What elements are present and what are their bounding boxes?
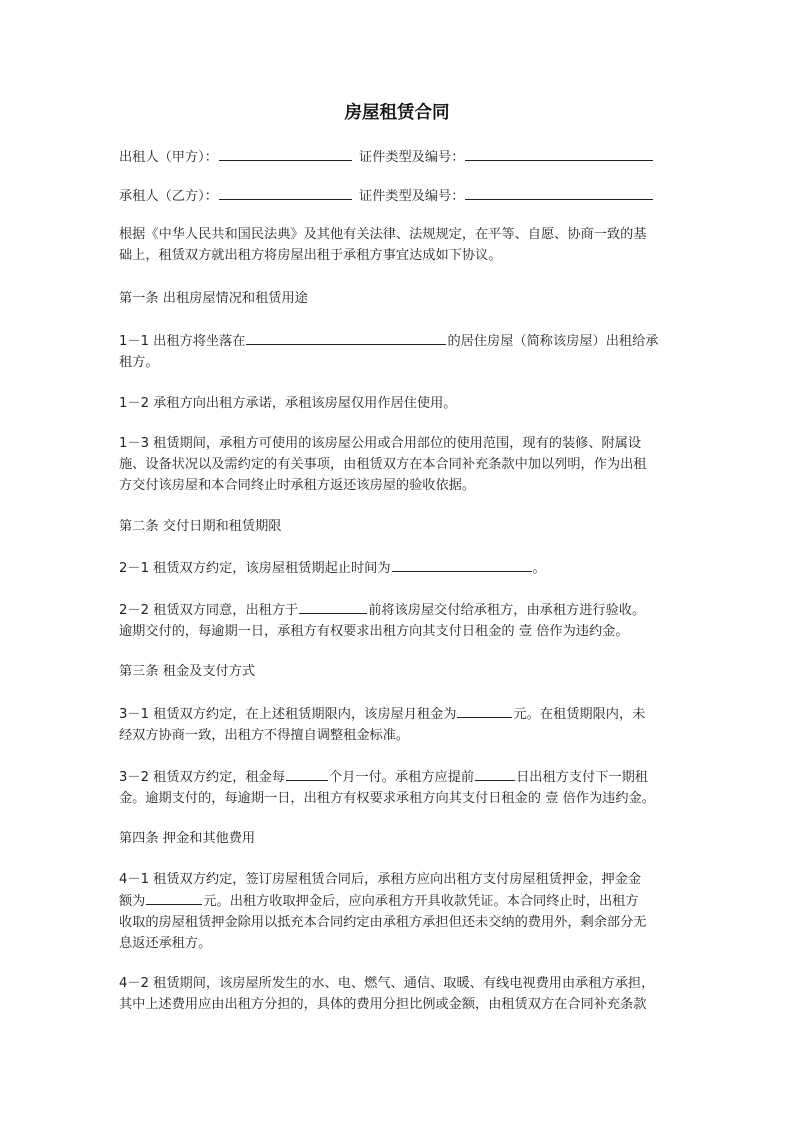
property-address-blank[interactable] — [246, 330, 446, 345]
lessor-row — [119, 146, 675, 167]
clause-2-1 — [119, 557, 675, 579]
clause-1-1-suffix: 的居住房屋（简称该房屋）出租给承 — [447, 334, 659, 349]
clause-4-2 — [119, 973, 675, 1015]
clause-3-2 — [119, 766, 675, 809]
clause-3-1-suffix: 元。在租赁期限内，未 — [513, 707, 646, 722]
clause-4-1-line: 收取的房屋租赁押金除用以抵充本合同约定由承租方承担但还未交纳的费用外，剩余部分无 — [119, 915, 647, 930]
clause-2-1-prefix: 2－1 租赁双方约定，该房屋租赁期起止时间为 — [119, 561, 391, 576]
article-2-heading: 第二条 交付日期和租赁期限 — [119, 519, 282, 534]
monthly-rent-blank[interactable] — [457, 703, 512, 718]
delivery-date-blank[interactable] — [299, 599, 367, 614]
clause-2-2-suffix: 前将该房屋交付给承租方，由承租方进行验收。 — [368, 603, 646, 618]
clause-4-2-line: 4－2 租赁期间，该房屋所发生的水、电、燃气、通信、取暖、有线电视费用由承租方承担， — [119, 976, 655, 991]
clause-4-1 — [119, 869, 675, 954]
clause-1-3 — [119, 433, 675, 496]
clause-4-1-suffix: 元。出租方收取押金后，应向承租方开具收款凭证。本合同终止时，出租方 — [203, 894, 639, 909]
lessee-id-blank[interactable] — [465, 185, 653, 200]
clause-4-1-prefix: 额为 — [119, 894, 146, 909]
lessee-id-label: 证件类型及编号： — [358, 189, 465, 204]
intro-line: 根据《中华人民共和国民法典》及其他有关法律、法规规定，在平等、自愿、协商一致的基 — [119, 227, 647, 242]
intro-line: 础上，租赁双方就出租方将房屋出租于承租方事宜达成如下协议。 — [119, 248, 502, 263]
clause-3-2-mid: 个月一付。承租方应提前 — [329, 770, 475, 785]
article-3-heading: 第三条 租金及支付方式 — [119, 664, 256, 679]
lessor-id-label: 证件类型及编号： — [358, 150, 465, 165]
clause-3-1-line2: 经双方协商一致，出租方不得擅自调整租金标准。 — [119, 728, 410, 743]
clause-3-2-line2: 金。逾期支付的，每逾期一日，出租方有权要求承租方向其支付日租金的 壹 倍作为违约金。 — [119, 791, 655, 806]
advance-days-blank[interactable] — [475, 766, 515, 781]
clause-3-1-prefix: 3－1 租赁双方约定，在上述租赁期限内，该房屋月租金为 — [119, 707, 457, 722]
lessee-name-blank[interactable] — [219, 185, 352, 200]
clause-1-3-line: 1－3 租赁期间，承租方可使用的该房屋公用或合用部位的使用范围，现有的装修、附属设 — [119, 436, 642, 451]
clause-1-3-line: 施、设备状况以及需约定的有关事项，由租赁双方在本合同补充条款中加以列明，作为出租 — [119, 457, 647, 472]
clause-4-1-line: 4－1 租赁双方约定，签订房屋租赁合同后，承租方应向出租方支付房屋租赁押金，押金金 — [119, 872, 642, 887]
clause-4-1-line: 息返还承租方。 — [119, 936, 212, 951]
document-title: 房屋租赁合同 — [344, 103, 450, 123]
clause-2-2 — [119, 599, 675, 642]
clause-4-2-line: 其中上述费用应由出租方分担的，具体的费用分担比例或金额，由租赁双方在合同补充条款 — [119, 997, 647, 1012]
lease-term-blank[interactable] — [392, 557, 532, 572]
clause-1-2: 1－2 承租方向出租方承诺，承租该房屋仅用作居住使用。 — [119, 396, 457, 411]
deposit-amount-blank[interactable] — [146, 890, 202, 905]
clause-2-1-suffix: 。 — [532, 561, 546, 576]
clause-3-2-prefix: 3－2 租赁双方约定，租金每 — [119, 770, 286, 785]
intro-paragraph — [119, 224, 675, 266]
lessor-name-blank[interactable] — [219, 146, 352, 161]
lessee-label: 承租人（乙方）： — [119, 189, 218, 204]
clause-3-1 — [119, 703, 675, 746]
lessee-row — [119, 185, 675, 206]
clause-1-1-prefix: 1－1 出租方将坐落在 — [119, 334, 246, 349]
clause-3-2-suffix: 日出租方支付下一期租 — [516, 770, 648, 785]
clause-1-1-line2: 租方。 — [119, 355, 159, 370]
clause-1-1 — [119, 330, 675, 373]
lessor-label: 出租人（甲方）： — [119, 150, 218, 165]
article-4-heading: 第四条 押金和其他费用 — [119, 831, 256, 846]
clause-2-2-prefix: 2－2 租赁双方同意，出租方于 — [119, 603, 299, 618]
payment-interval-blank[interactable] — [286, 766, 328, 781]
lessor-id-blank[interactable] — [465, 146, 653, 161]
clause-2-2-line2: 逾期交付的，每逾期一日，承租方有权要求出租方向其支付日租金的 壹 倍作为违约金。 — [119, 624, 629, 639]
article-1-heading: 第一条 出租房屋情况和租赁用途 — [119, 291, 308, 306]
clause-1-3-line: 方交付该房屋和本合同终止时承租方返还该房屋的验收依据。 — [119, 478, 476, 493]
